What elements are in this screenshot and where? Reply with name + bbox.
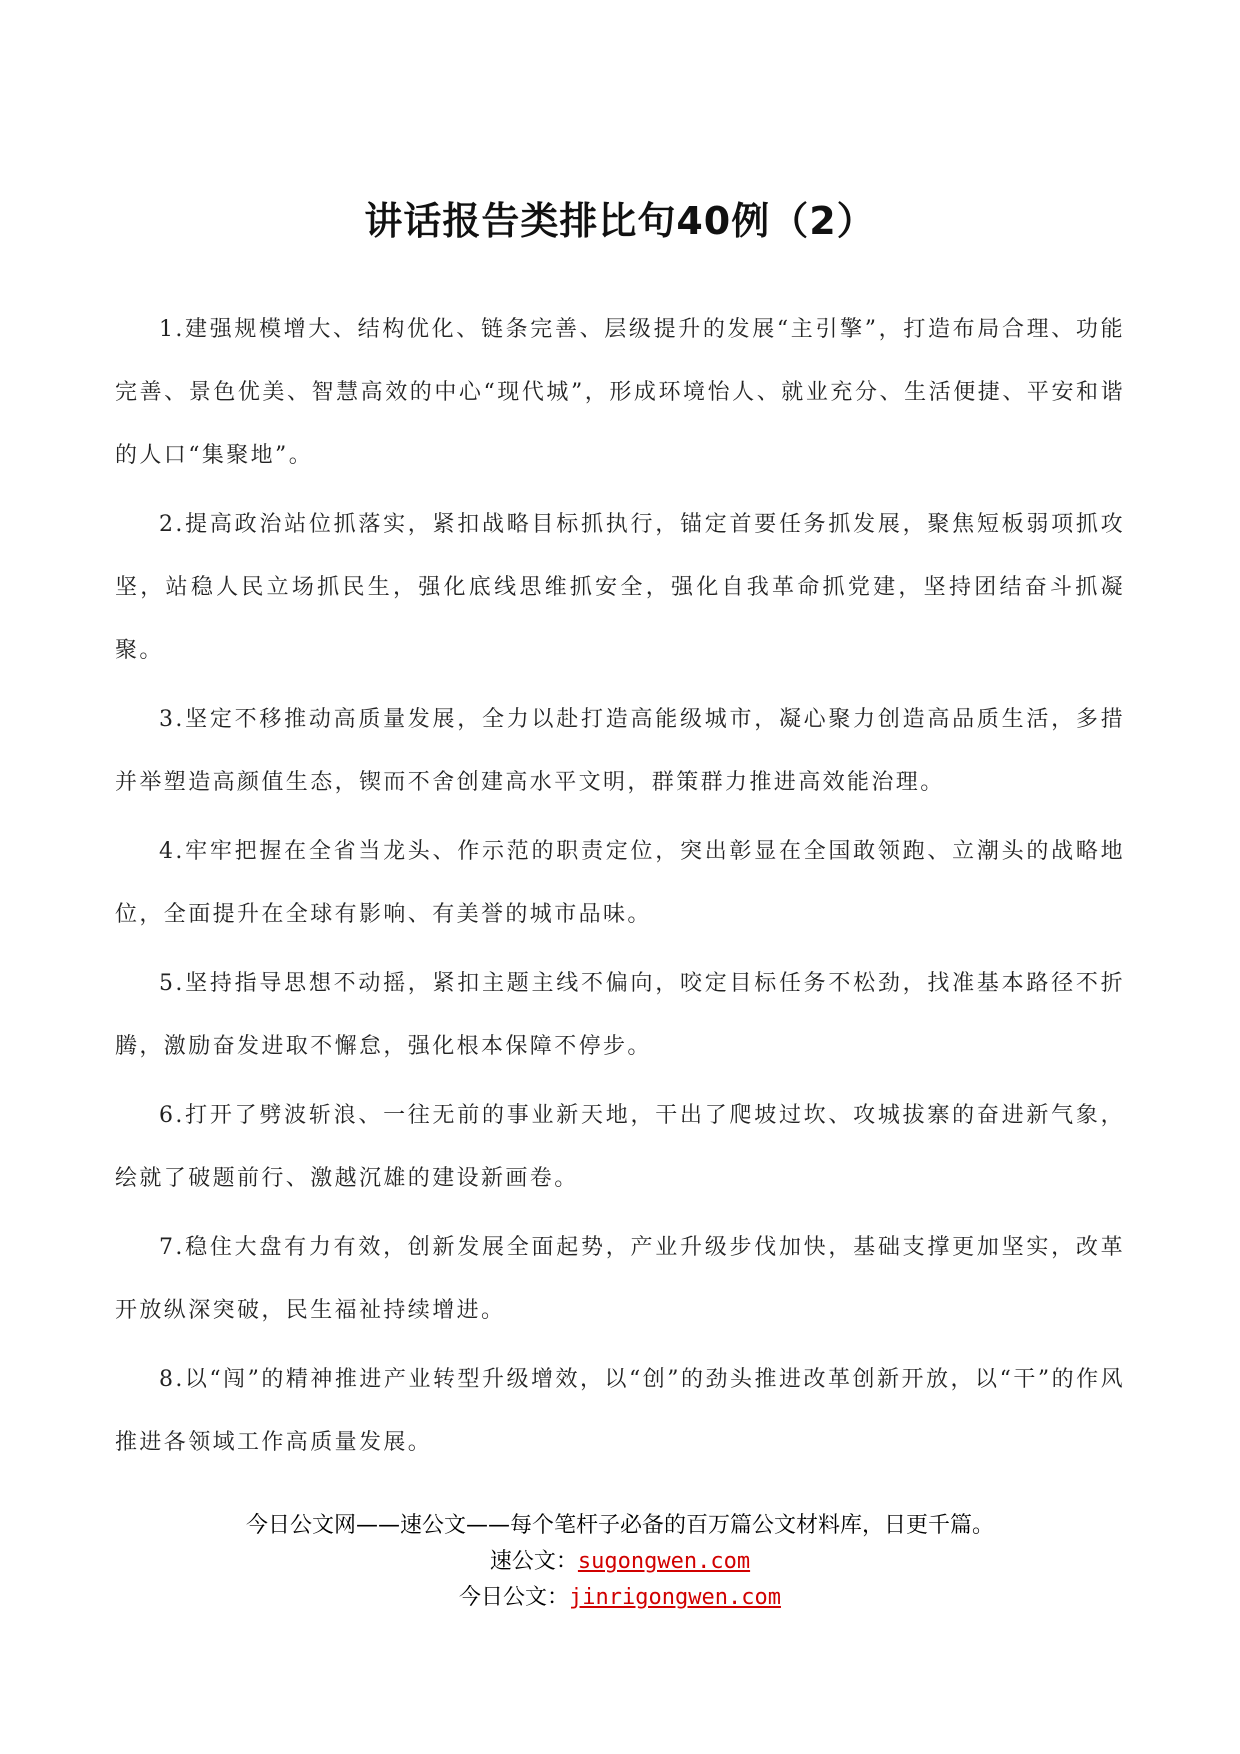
- footer-jinrigongwen-label: 今日公文：: [459, 1585, 570, 1610]
- footer-sugongwen-line: [0, 1544, 1240, 1580]
- document-body: [115, 298, 1125, 1480]
- paragraph-3: 3.坚定不移推动高质量发展，全力以赴打造高能级城市，凝心聚力创造高品质生活，多措并举塑造高颜值生态，锲而不舍创建高水平文明，群策群力推进高效能治理。: [115, 707, 1125, 795]
- paragraph-6: 6.打开了劈波斩浪、一往无前的事业新天地，干出了爬坡过坎、攻城拔寨的奋进新气象，绘就了破题前行、激越沉雄的建设新画卷。: [115, 1103, 1125, 1191]
- paragraph-7: 7.稳住大盘有力有效，创新发展全面起势，产业升级步伐加快，基础支撑更加坚实，改革开放纵深突破，民生福祉持续增进。: [115, 1235, 1125, 1323]
- paragraph-5: 5.坚持指导思想不动摇，紧扣主题主线不偏向，咬定目标任务不松劲，找准基本路径不折腾，激励奋发进取不懈怠，强化根本保障不停步。: [115, 971, 1125, 1059]
- footer: [0, 1508, 1240, 1616]
- document-title: 讲话报告类排比句40例（2）: [364, 199, 876, 243]
- paragraph-8: 8.以“闯”的精神推进产业转型升级增效，以“创”的劲头推进改革创新开放，以“干”的作风推进各领域工作高质量发展。: [115, 1367, 1125, 1455]
- paragraph-4: 4.牢牢把握在全省当龙头、作示范的职责定位，突出彰显在全国敢领跑、立潮头的战略地位，全面提升在全球有影响、有美誉的城市品味。: [115, 839, 1125, 927]
- footer-tagline: 今日公文网——速公文——每个笔杆子必备的百万篇公文材料库，日更千篇。: [245, 1513, 994, 1538]
- sugongwen-link[interactable]: sugongwen.com: [577, 1549, 751, 1574]
- jinrigongwen-link[interactable]: jinrigongwen.com: [569, 1585, 781, 1610]
- footer-sugongwen-label: 速公文：: [489, 1549, 578, 1574]
- footer-jinrigongwen-line: [0, 1580, 1240, 1616]
- paragraph-1: 1.建强规模增大、结构优化、链条完善、层级提升的发展“主引擎”，打造布局合理、功能完善、景色优美、智慧高效的中心“现代城”，形成环境怡人、就业充分、生活便捷、平安和谐的人口“集聚地”。: [115, 317, 1126, 468]
- paragraph-2: 2.提高政治站位抓落实，紧扣战略目标抓执行，锚定首要任务抓发展，聚焦短板弱项抓攻坚，站稳人民立场抓民生，强化底线思维抓安全，强化自我革命抓党建，坚持团结奋斗抓凝聚。: [115, 512, 1125, 663]
